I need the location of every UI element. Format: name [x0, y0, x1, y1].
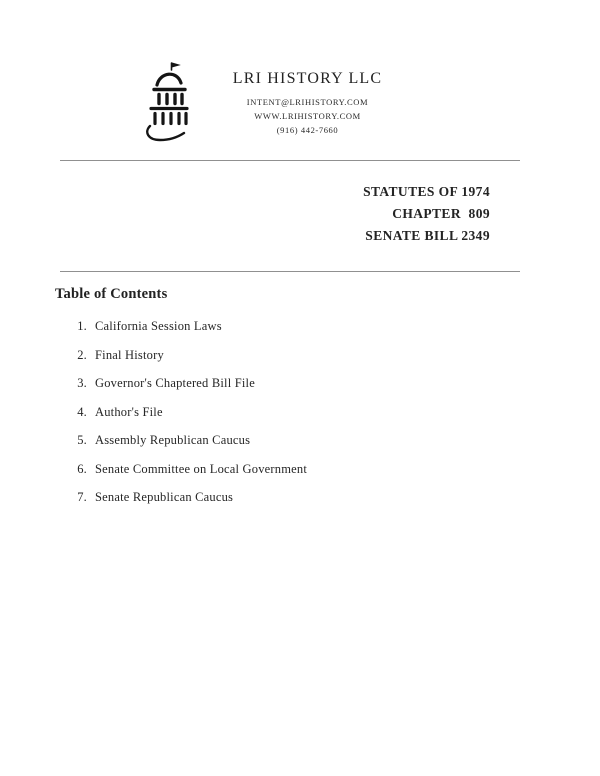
letterhead	[0, 0, 600, 146]
company-name: LRI HISTORY LLC	[232, 70, 383, 87]
toc-item	[69, 319, 600, 334]
table-of-contents	[0, 272, 600, 505]
toc-item-label: Senate Committee on Local Government	[95, 461, 308, 476]
toc-item	[69, 405, 600, 420]
toc-item-number: 6.	[77, 461, 87, 476]
toc-item-number: 5.	[77, 433, 87, 447]
statutes-line: STATUTES OF 1974	[363, 184, 490, 199]
toc-item-label: Senate Republican Caucus	[95, 490, 234, 504]
toc-item-number: 2.	[77, 347, 87, 362]
toc-item-label: Governor's Chaptered Bill File	[95, 376, 255, 390]
toc-list	[55, 319, 600, 505]
email-text: INTENT@LRIHISTORY.COM	[246, 97, 369, 107]
toc-item-number: 1.	[77, 319, 87, 333]
toc-item	[69, 348, 600, 363]
contact-block	[220, 60, 395, 137]
website-text: WWW.LRIHISTORY.COM	[254, 111, 361, 121]
case-info-block	[0, 161, 600, 271]
chapter-line: CHAPTER 809	[392, 206, 490, 221]
toc-item-label: Final History	[95, 347, 164, 362]
phone-text: (916) 442-7660	[276, 125, 339, 135]
toc-item-number: 3.	[77, 376, 87, 390]
toc-item-number: 7.	[77, 490, 87, 504]
toc-item-number: 4.	[77, 404, 87, 419]
senate-bill-line: SENATE BILL 2349	[365, 228, 490, 243]
toc-item	[69, 490, 600, 505]
toc-item-label: Assembly Republican Caucus	[95, 433, 251, 447]
toc-title: Table of Contents	[55, 286, 168, 302]
toc-item	[69, 433, 600, 448]
toc-item	[69, 376, 600, 391]
toc-item	[69, 462, 600, 477]
toc-item-label: Author's File	[95, 404, 163, 419]
capitol-building-icon	[140, 60, 198, 146]
toc-item-label: California Session Laws	[95, 319, 222, 333]
